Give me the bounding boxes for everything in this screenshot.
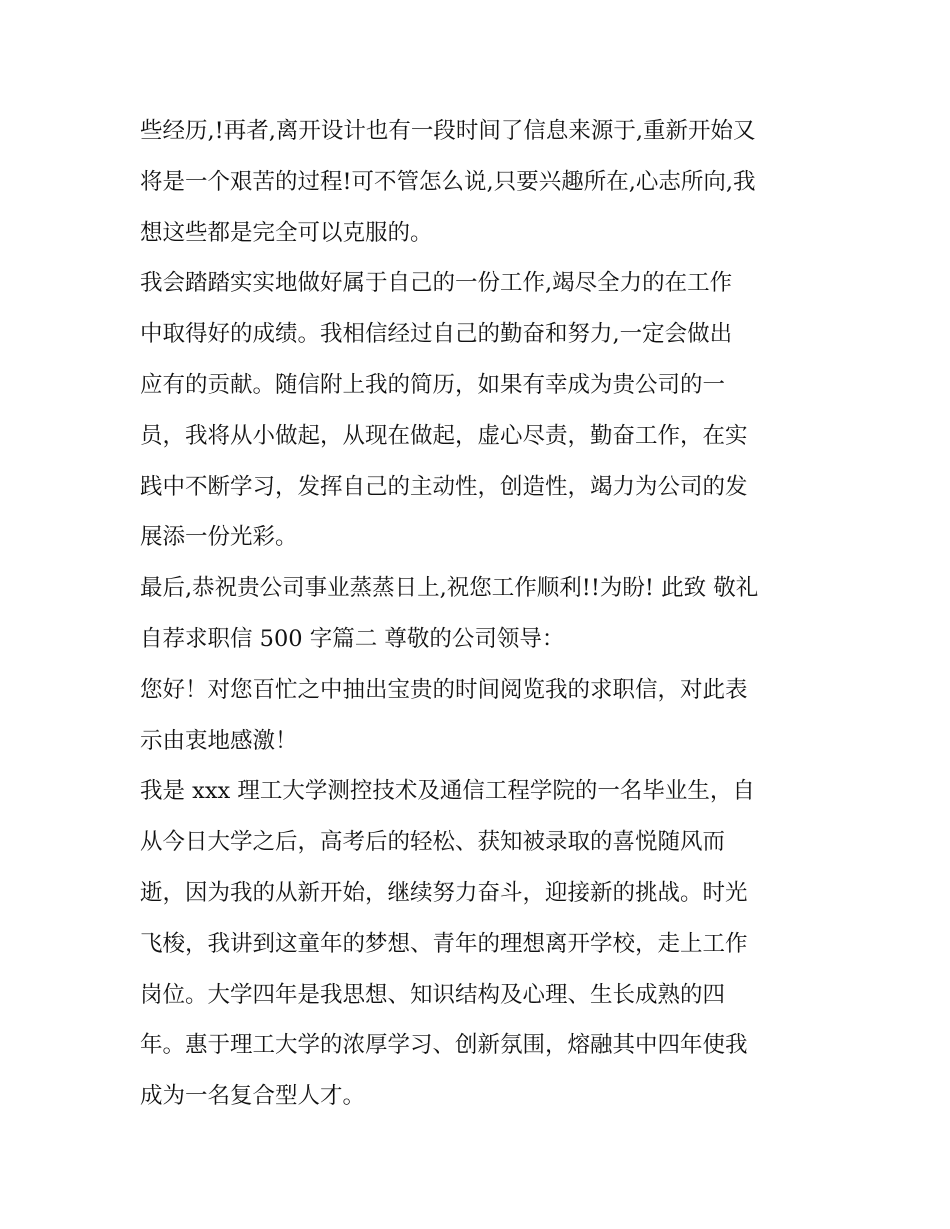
text-line: 示由衷地感激！ xyxy=(140,727,298,754)
text-line: 从今日大学之后，高考后的轻松、获知被录取的喜悦随风而 xyxy=(140,829,726,856)
text-line: 我是 xxx 理工大学测控技术及通信工程学院的一名毕业生，自 xyxy=(140,778,755,805)
text-line: 将是一个艰苦的过程!可不管怎么说,只要兴趣所在,心志所向,我 xyxy=(140,168,756,195)
paragraph-2 xyxy=(140,258,815,563)
text-line: 展添一份光彩。 xyxy=(140,524,298,551)
document-body xyxy=(140,106,815,1122)
paragraph-1 xyxy=(140,106,815,258)
text-line: 逝，因为我的从新开始，继续努力奋斗，迎接新的挑战。时光 xyxy=(140,879,748,906)
paragraph-3 xyxy=(140,563,815,665)
text-line: 年。惠于理工大学的浓厚学习、创新氛围，熔融其中四年使我 xyxy=(140,1032,748,1059)
text-line: 想这些都是完全可以克服的。 xyxy=(140,219,433,246)
text-line: 应有的贡献。随信附上我的简历，如果有幸成为贵公司的一 xyxy=(140,371,726,398)
paragraph-5 xyxy=(140,766,815,1122)
text-line: 些经历,!再者,离开设计也有一段时间了信息来源于,重新开始又 xyxy=(140,118,756,144)
text-line: 您好！对您百忙之中抽出宝贵的时间阅览我的求职信，对此表 xyxy=(140,676,748,703)
text-line: 我会踏踏实实地做好属于自己的一份工作,竭尽全力的在工作 xyxy=(140,270,733,297)
paragraph-4 xyxy=(140,665,815,767)
text-line: 自荐求职信 500 字篇二 尊敬的公司领导： xyxy=(140,625,565,652)
text-line: 员，我将从小做起，从现在做起，虚心尽责，勤奋工作，在实 xyxy=(140,422,748,449)
text-line: 中取得好的成绩。我相信经过自己的勤奋和努力,一定会做出 xyxy=(140,321,733,348)
text-line: 践中不断学习，发挥自己的主动性，创造性，竭力为公司的发 xyxy=(140,473,748,500)
text-line: 成为一名复合型人才。 xyxy=(140,1083,366,1110)
text-line: 岗位。大学四年是我思想、知识结构及心理、生长成熟的四 xyxy=(140,981,726,1008)
text-line: 最后,恭祝贵公司事业蒸蒸日上,祝您工作顺利!!为盼! 此致 敬礼 xyxy=(140,575,759,602)
text-line: 飞梭，我讲到这童年的梦想、青年的理想离开学校，走上工作 xyxy=(140,930,748,957)
